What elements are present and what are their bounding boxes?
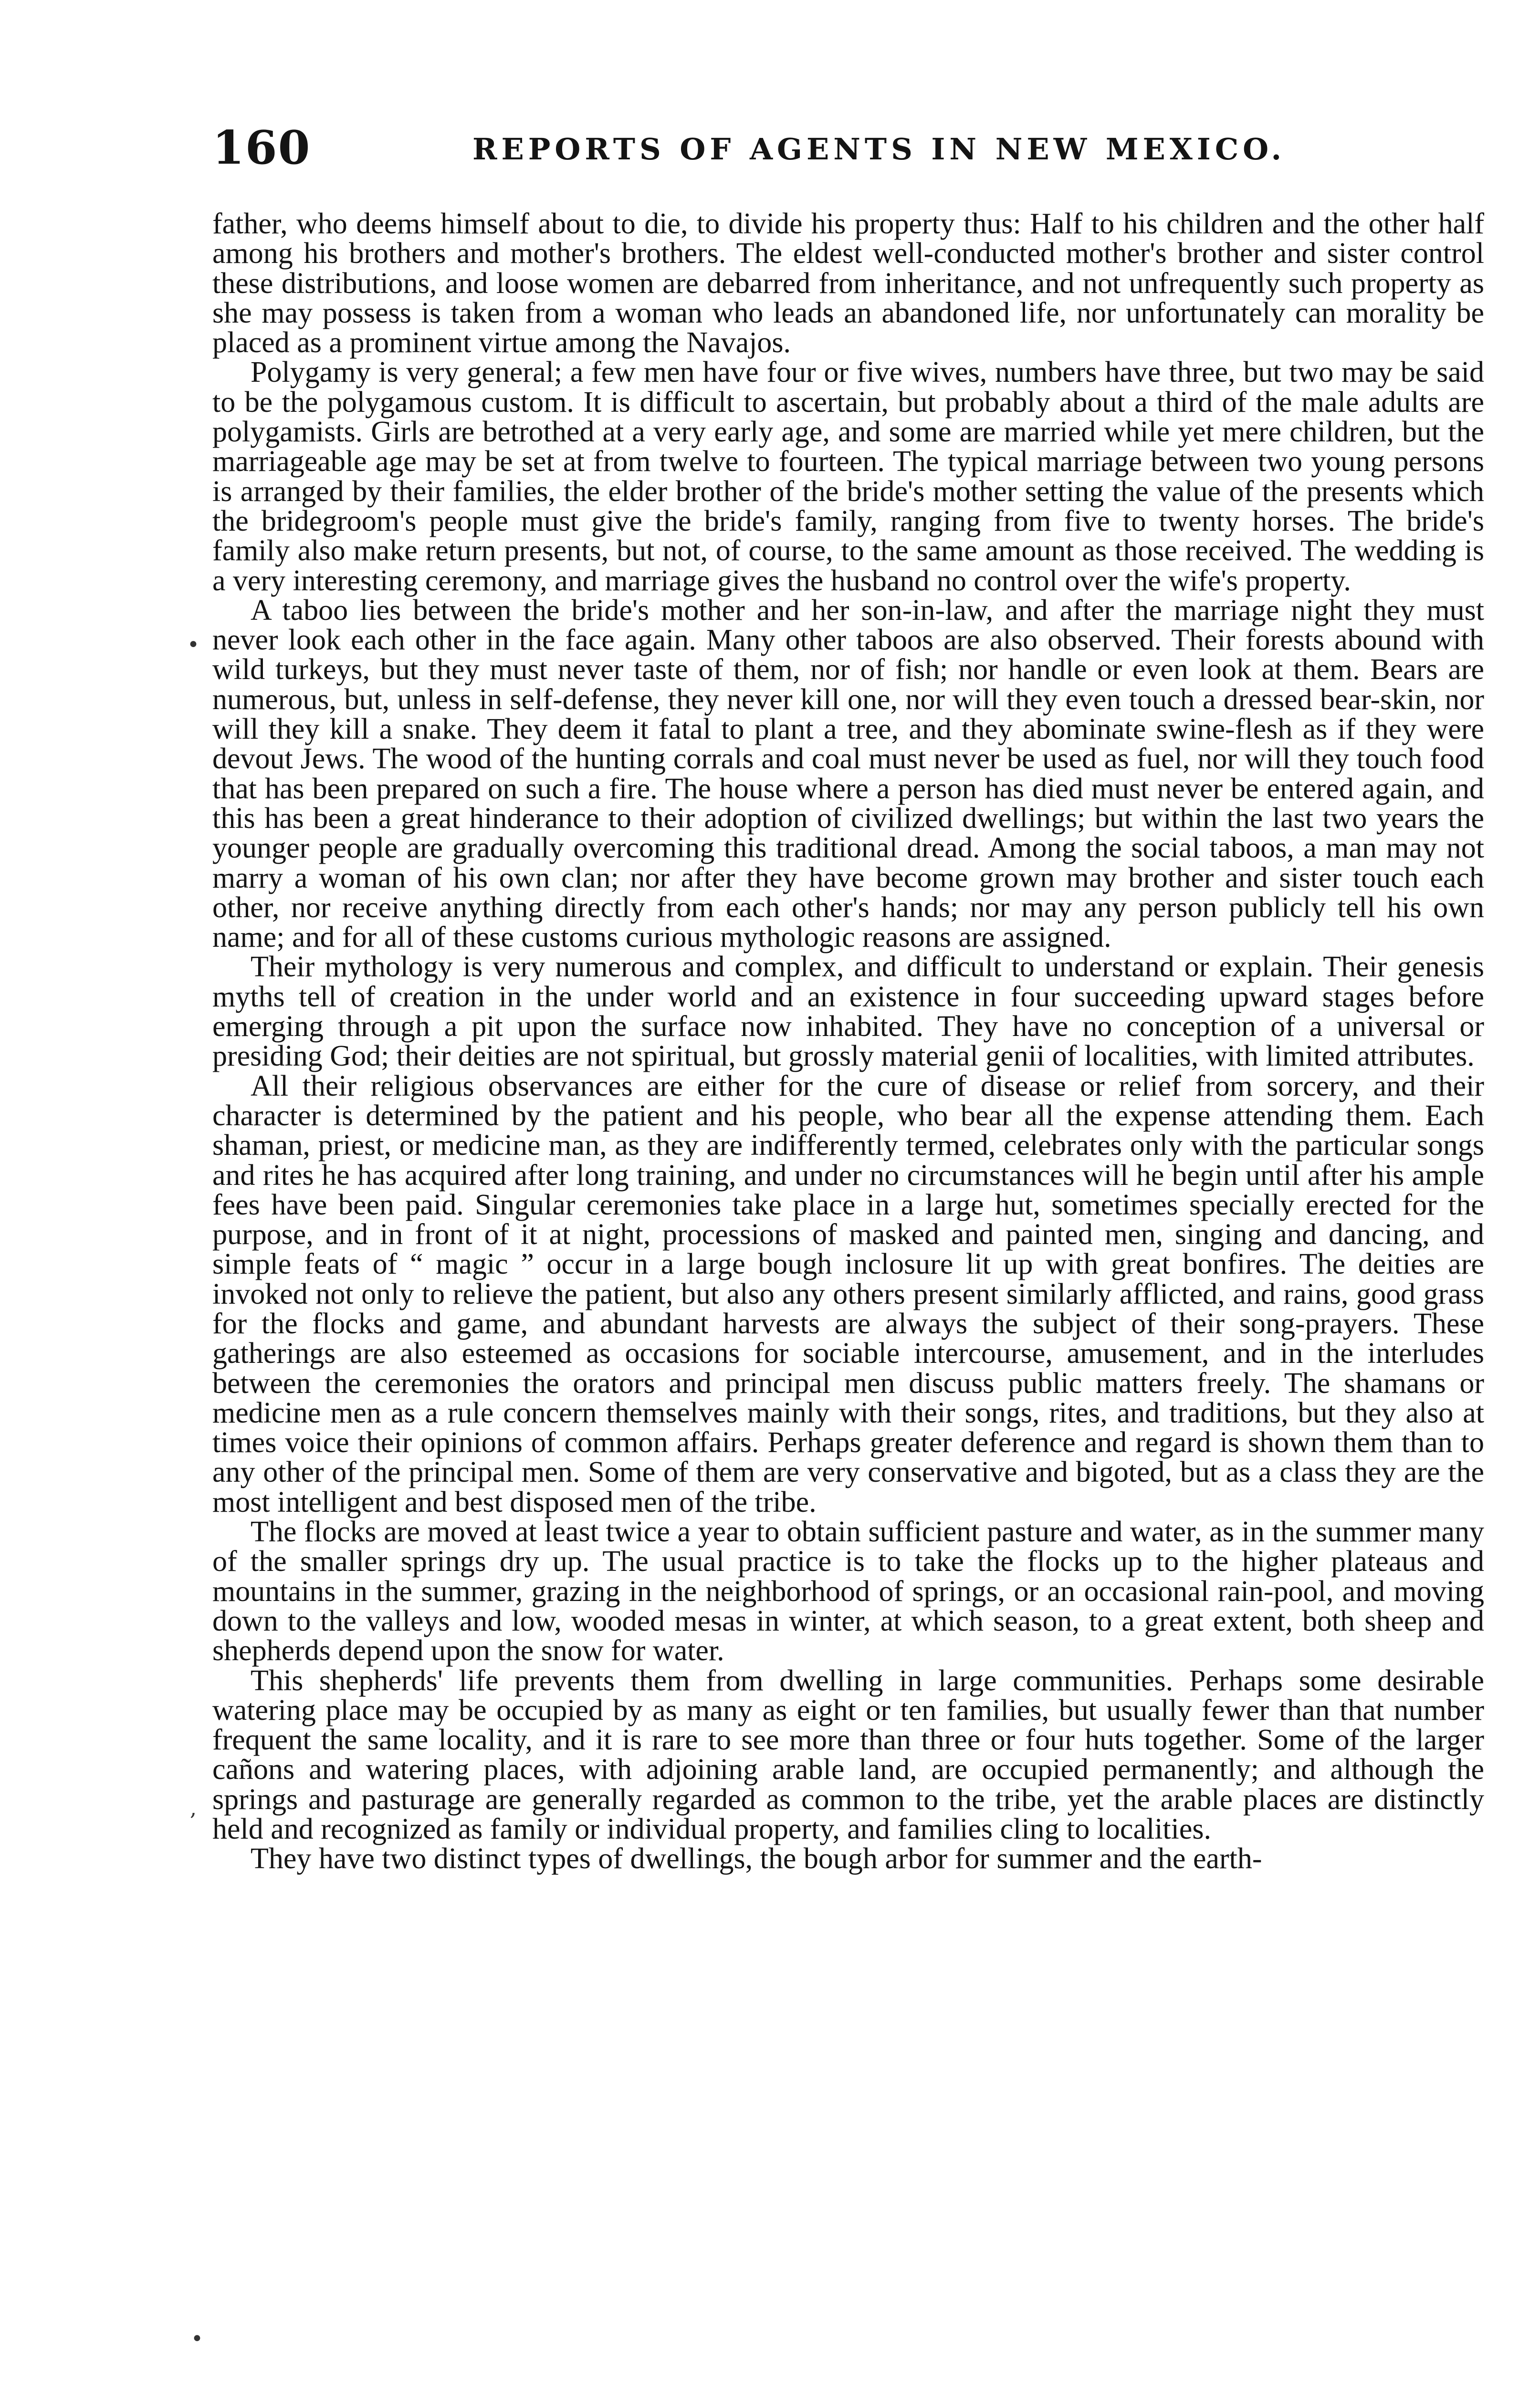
paragraph-dwellings: They have two distinct types of dwellings, the bough arbor for summer and the earth-	[251, 1842, 1262, 1875]
paragraph-flocks: The flocks are moved at least twice a year to obtain sufficient pasture and water, as in the summer many of the smaller springs dry up. The usual practice is to take the flocks up to the higher plateaus and mountains in the summer, grazing in the neighborhood of springs, or an occasional rain-pool, and moving down to the valleys and low, wooded mesas in winter, at which season, to a great extent, both sheep and shepherds depend upon the snow for water.	[212, 1516, 1484, 1667]
paragraph-taboos: A taboo lies between the bride's mother and her son-in-law, and after the marriage night they must never look each other in the face again. Many other taboos are also observed. Their forests abound with wild turkeys, but they must never taste of them, nor of fish; nor handle or even look at them. Bears are numerous, but, unless in self-defense, they never kill one, nor will they even touch a dressed bear-skin, nor will they kill a snake. They deem it fatal to plant a tree, and they abominate swine-flesh as if they were devout Jews. The wood of the hunting corrals and coal must never be used as fuel, nor will they touch food that has been prepared on such a fire. The house where a person has died must never be entered again, and this has been a great hinderance to their adoption of civilized dwellings; but within the last two years the younger people are gradually overcoming this traditional dread. Among the social taboos, a man may not marry a woman of his own clan; nor after they have become grown may brother and sister touch each other, nor receive anything directly from each other's hands; nor may any person publicly tell his own name; and for all of these customs curious mythologic reasons are assigned.	[212, 594, 1484, 954]
page-number: 160	[212, 121, 311, 175]
paragraph-mythology: Their mythology is very numerous and complex, and difficult to understand or explain. Their genesis myths tell of creation in the under world and an existence in four succeeding upward stages before emerging through a pit upon the surface now inhabited. They have no conception of a universal or presiding God; their deities are not spiritual, but grossly material genii of localities, with limited attributes.	[212, 951, 1484, 1073]
paragraph-shepherd-life: This shepherds' life prevents them from dwelling in large communities. Perhaps some desirable watering place may be occupied by as many as eight or ten families, but usually fewer than that number frequent the same locality, and it is rare to see more than three or four huts together. Some of the larger cañons and watering places, with adjoining arable land, are occupied permanently; and although the springs and pasturage are generally regarded as common to the tribe, yet the arable places are distinctly held and recognized as family or individual property, and families cling to localities.	[212, 1664, 1484, 1846]
page-header	[212, 119, 1484, 177]
margin-mark: •	[187, 633, 199, 657]
running-head: REPORTS OF AGENTS IN NEW MEXICO.	[472, 132, 1286, 167]
paragraph-inheritance: father, who deems himself about to die, to divide his property thus: Half to his children and the other half among his brothers and mother's brothers. The eldest well-conducted mother's brother and sister control these distributions, and loose women are debarred from inheritance, and not unfrequently such property as she may possess is taken from a woman who leads an abandoned life, nor unfortunately can morality be placed as a prominent virtue among the Navajos.	[212, 208, 1484, 359]
margin-mark: ,	[190, 1796, 197, 1821]
margin-mark: •	[191, 2327, 203, 2351]
body-text	[212, 209, 1484, 1874]
paragraph-religious-observances: All their religious observances are either for the cure of disease or relief from sorcery, and their character is determined by the patient and his people, who bear all the expense attending them. Each shaman, priest, or medicine man, as they are indifferently termed, celebrates only with the particular songs and rites he has acquired after long training, and under no circumstances will he begin until after his ample fees have been paid. Singular ceremonies take place in a large hut, sometimes specially erected for the purpose, and in front of it at night, processions of masked and painted men, singing and dancing, and simple feats of “ magic ” occur in a large bough inclosure lit up with great bonfires. The deities are invoked not only to relieve the patient, but also any others present similarly afflicted, and rains, good grass for the flocks and game, and abundant harvests are always the subject of their song-prayers. These gatherings are also esteemed as occasions for sociable intercourse, amusement, and in the interludes between the ceremonies the orators and principal men discuss public matters freely. The shamans or medicine men as a rule concern themselves mainly with their songs, rites, and traditions, but they also at times voice their opinions of common affairs. Perhaps greater deference and regard is shown them than to any other of the principal men. Some of them are very conservative and bigoted, but as a class they are the most intelligent and best disposed men of the tribe.	[212, 1069, 1484, 1518]
paragraph-polygamy: Polygamy is very general; a few men have four or five wives, numbers have three, but two may be said to be the polygamous custom. It is difficult to ascertain, but probably about a third of the male adults are polygamists. Girls are betrothed at a very early age, and some are married while yet mere children, but the marriageable age may be set at from twelve to fourteen. The typical marriage between two young persons is arranged by their families, the elder brother of the bride's mother setting the value of the presents which the bridegroom's people must give the bride's family, ranging from five to twenty horses. The bride's family also make return presents, but not, of course, to the same amount as those received. The wedding is a very interesting ceremony, and marriage gives the husband no control over the wife's property.	[212, 356, 1484, 597]
